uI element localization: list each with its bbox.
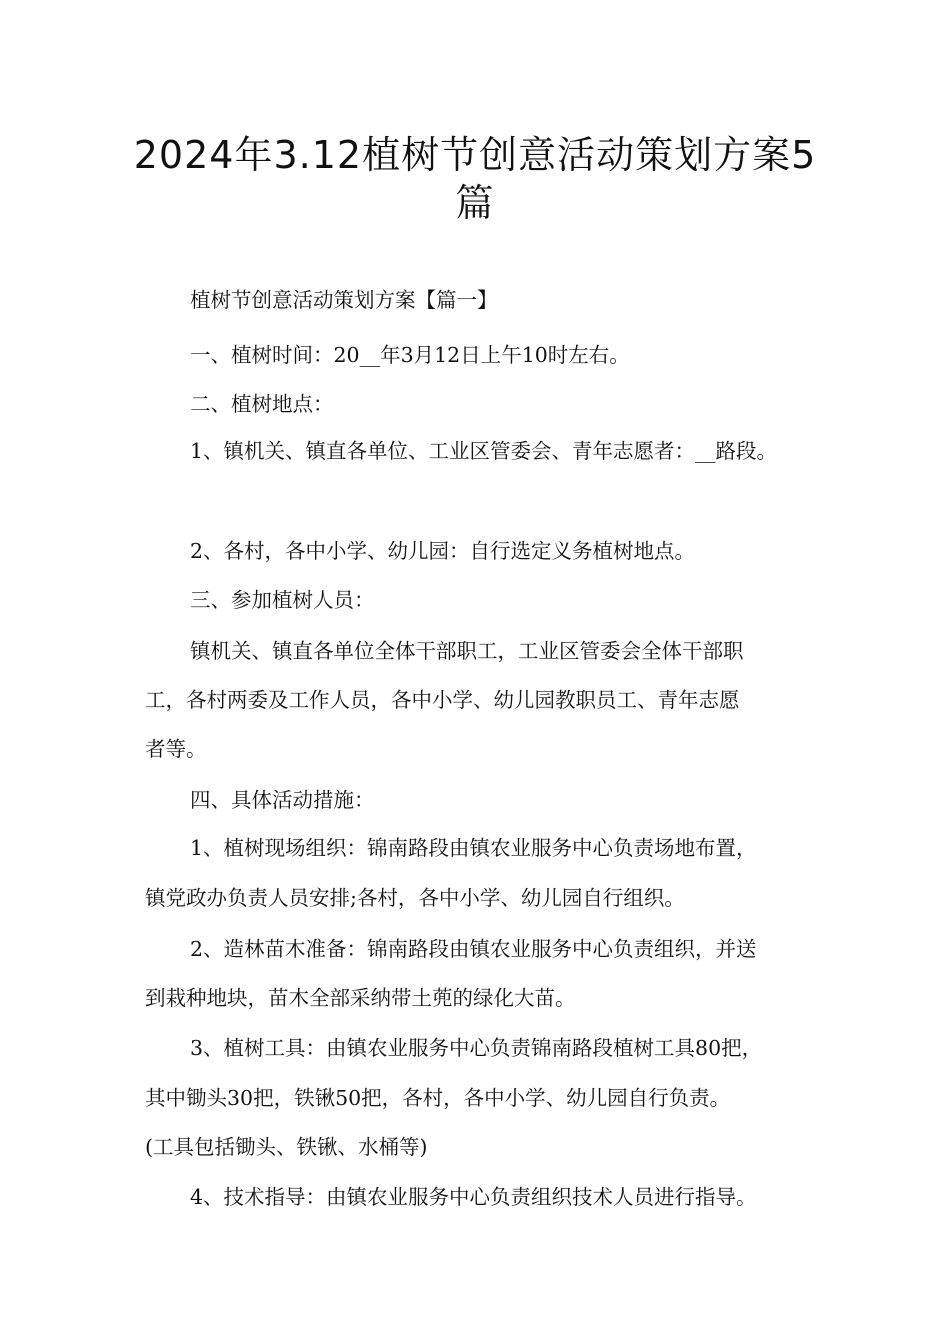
paragraph-measure-2-line-2: 到栽种地块，苗木全部采纳带土蔸的绿化大苗。 [145,986,576,1010]
paragraph-measure-4: 4、技术指导：由镇农业服务中心负责组织技术人员进行指导。 [190,1185,757,1209]
paragraph-participants-heading: 三、参加植树人员： [190,588,375,612]
paragraph-measure-3-line-3: (工具包括锄头、铁锹、水桶等) [145,1135,428,1159]
paragraph-participants-line-3: 者等。 [145,737,207,761]
paragraph-measure-3-line-1: 3、植树工具：由镇农业服务中心负责锦南路段植树工具80把， [190,1036,763,1060]
paragraph-measures-heading: 四、具体活动措施： [190,788,375,812]
section-heading-part-1: 植树节创意活动策划方案【篇一】 [190,288,498,312]
paragraph-location-1: 1、镇机关、镇直各单位、工业区管委会、青年志愿者：__路段。 [190,439,778,463]
document-title-line-2: 篇 [455,181,495,225]
paragraph-participants-line-2: 工，各村两委及工作人员，各中小学、幼儿园教职员工、青年志愿 [145,688,740,712]
paragraph-location-2: 2、各村，各中小学、幼儿园：自行选定义务植树地点。 [190,539,696,563]
paragraph-measure-2-line-1: 2、造林苗木准备：锦南路段由镇农业服务中心负责组织，并送 [190,937,757,961]
paragraph-planting-location-heading: 二、植树地点： [190,392,334,416]
paragraph-participants-line-1: 镇机关、镇直各单位全体干部职工，工业区管委会全体干部职 [190,639,744,663]
paragraph-measure-3-line-2: 其中锄头30把，铁锹50把，各村，各中小学、幼儿园自行负责。 [145,1086,731,1110]
paragraph-measure-1-line-2: 镇党政办负责人员安排;各村，各中小学、幼儿园自行组织。 [145,886,685,910]
paragraph-planting-time: 一、植树时间：20__年3月12日上午10时左右。 [190,343,630,367]
document-title-line-1: 2024年3.12植树节创意活动策划方案5 [133,133,817,177]
paragraph-measure-1-line-1: 1、植树现场组织：锦南路段由镇农业服务中心负责场地布置， [190,836,757,860]
